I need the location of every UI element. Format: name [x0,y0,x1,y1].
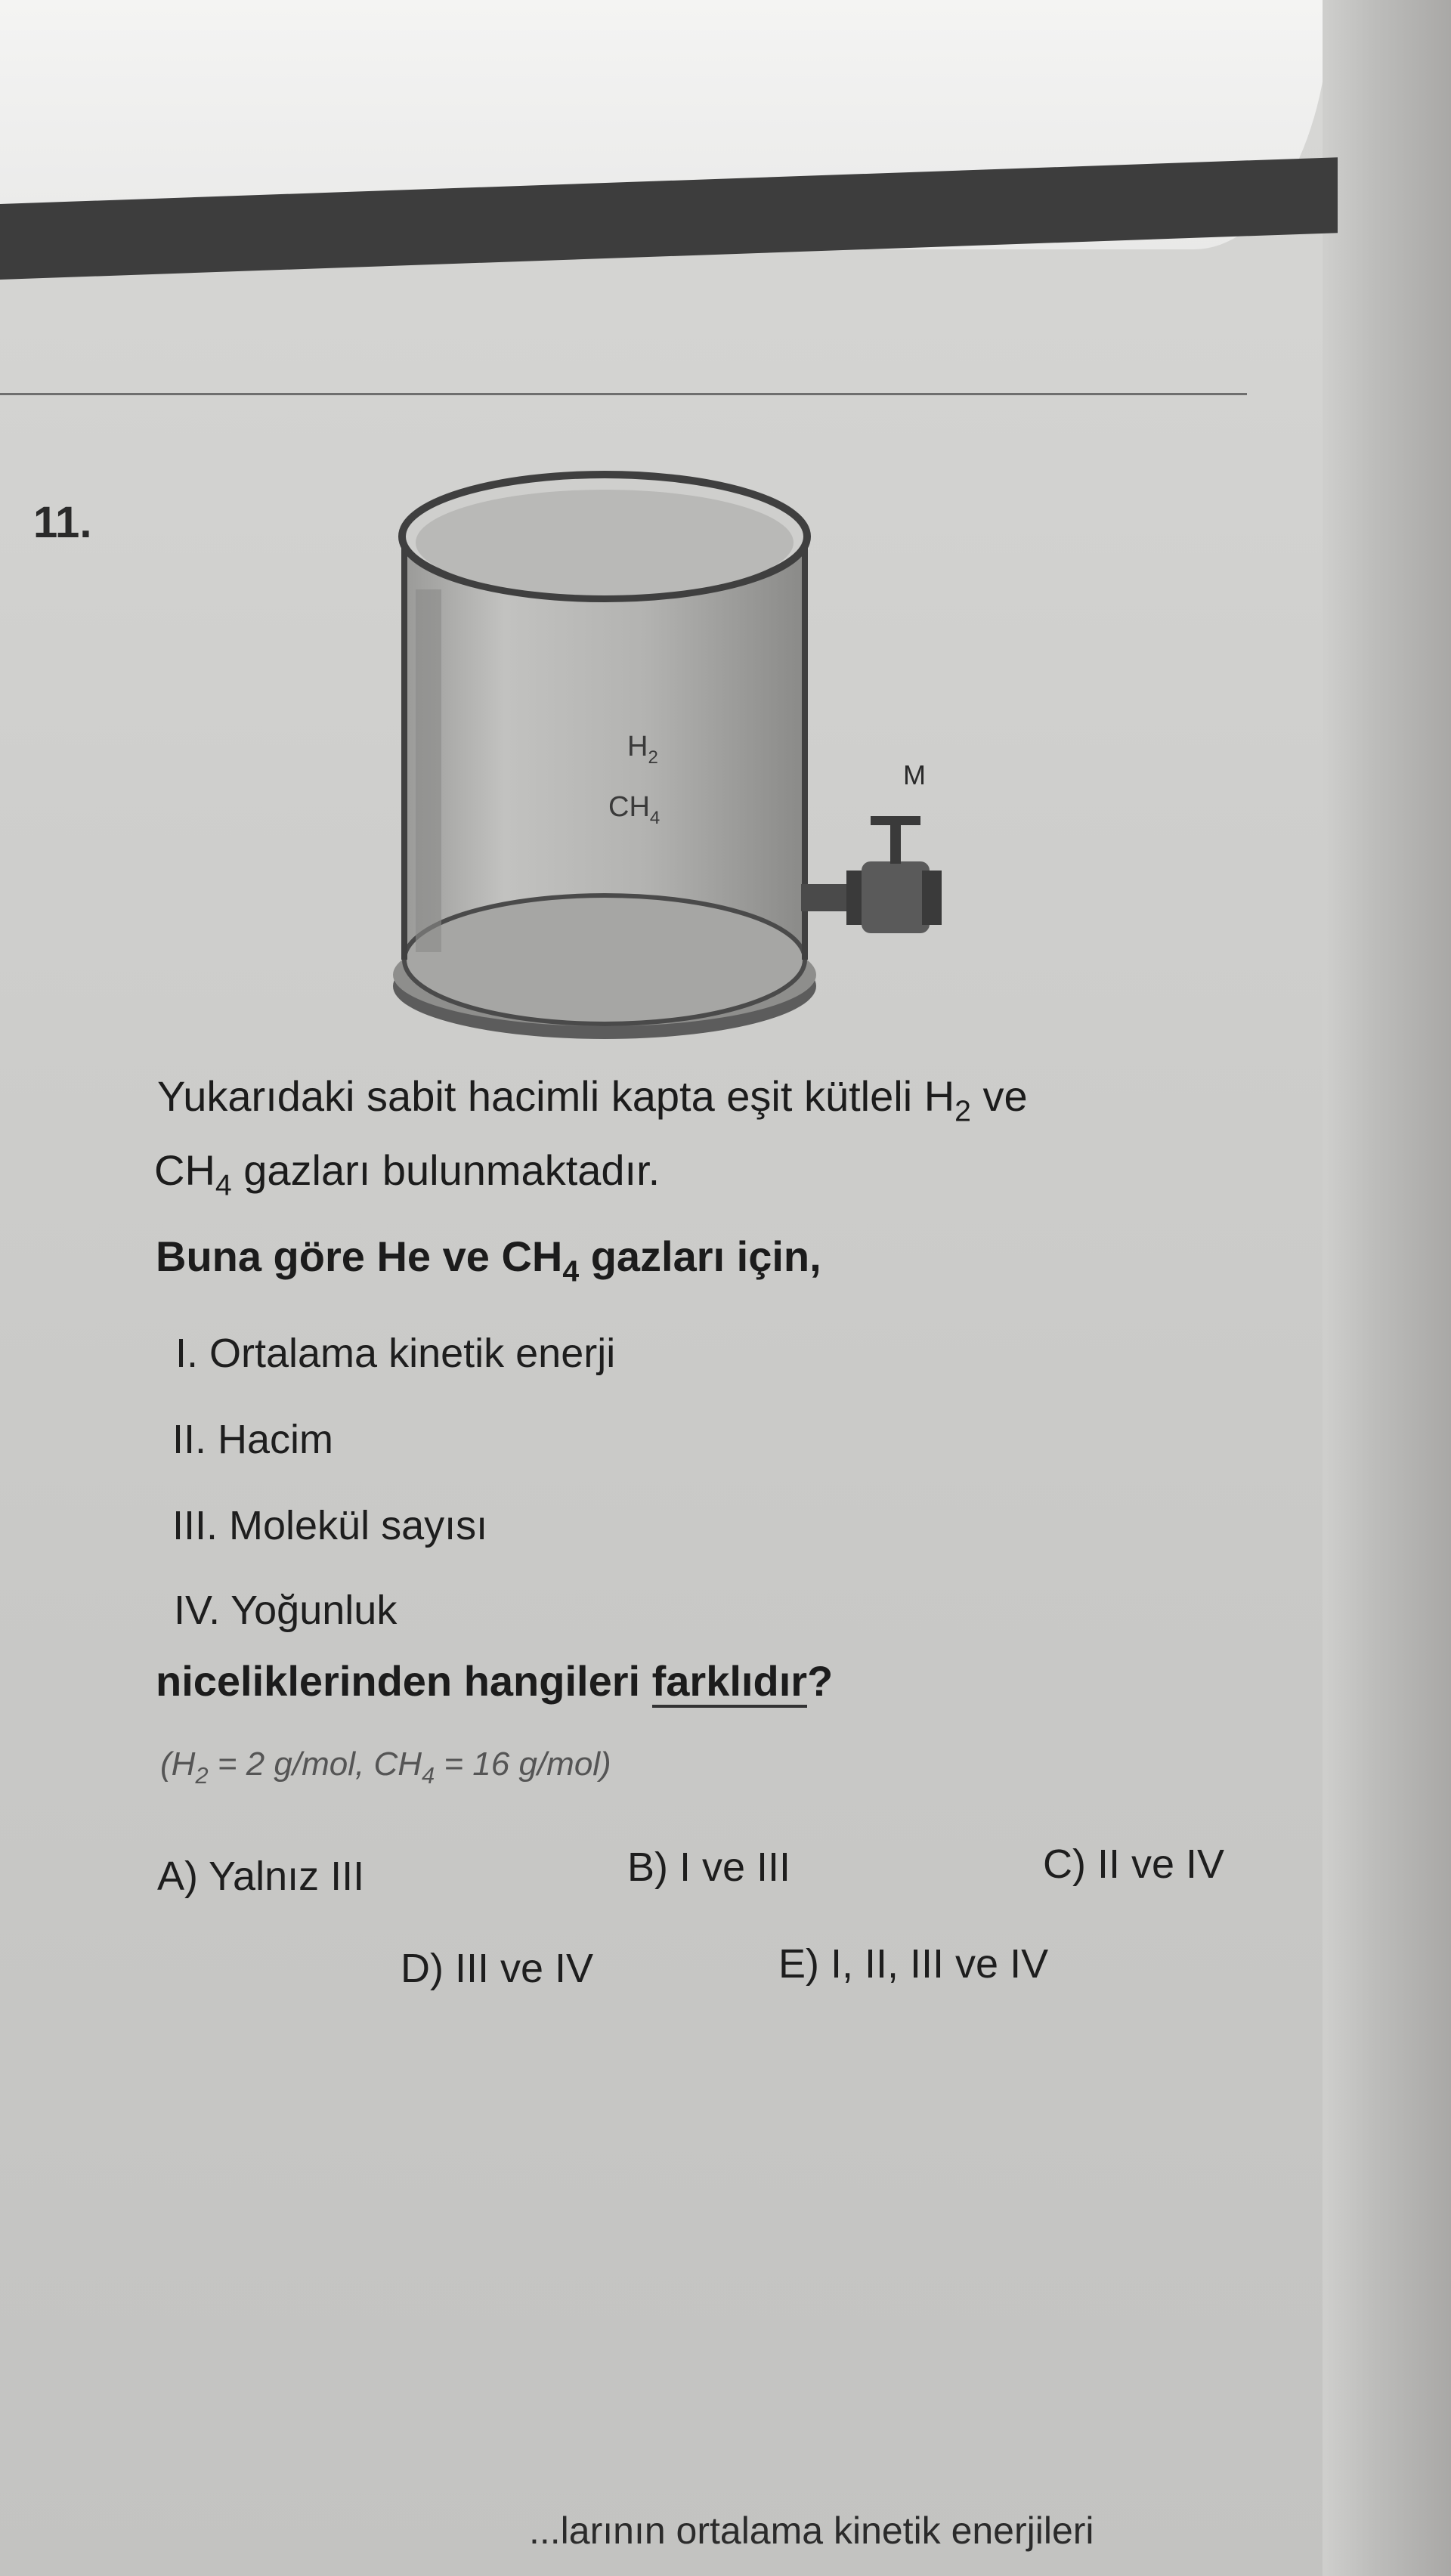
valve-m [801,816,942,933]
gas-label-ch4: $CH_4$ [608,791,661,828]
item-2: II. Hacim [172,1417,334,1462]
question-ask: niceliklerinden hangileri farklıdır? [156,1656,833,1705]
gas-label-h2: $H_2$ [627,731,658,768]
cylinder-rim [402,475,807,598]
item-1: I. Ortalama kinetik enerji [175,1331,616,1376]
question-stem-line1: Yukarıdaki sabit hacimli kapta eşit kütleli $H_2$ ve [157,1072,1028,1128]
gas-container-figure [378,453,1028,1058]
item-3: III. Molekül sayısı [172,1503,488,1548]
page-binding-edge [1323,0,1451,2576]
option-e[interactable]: E) I, II, III ve IV [778,1941,1049,1987]
header-rule [0,393,1247,395]
given-molar-masses: ($H_2 = 2$ g/mol, $CH_4 = 16$ g/mol) [160,1746,611,1789]
option-c[interactable]: C) II ve IV [1043,1842,1225,1887]
item-4: IV. Yoğunluk [174,1588,398,1633]
question-number: 11. [33,498,92,547]
option-b[interactable]: B) I ve III [627,1845,791,1890]
question-stem-line2: $CH_4$ gazları bulunmaktadır. [154,1146,661,1202]
next-page-text-fragment: ...larının ortalama kinetik enerjileri [529,2510,1094,2552]
option-a[interactable]: A) Yalnız III [157,1854,365,1899]
valve-label: M [903,759,926,790]
cylinder-body [404,537,805,1024]
question-prompt: Buna göre He ve $CH_4$ gazları için, [156,1232,821,1288]
option-d[interactable]: D) III ve IV [401,1946,594,1991]
